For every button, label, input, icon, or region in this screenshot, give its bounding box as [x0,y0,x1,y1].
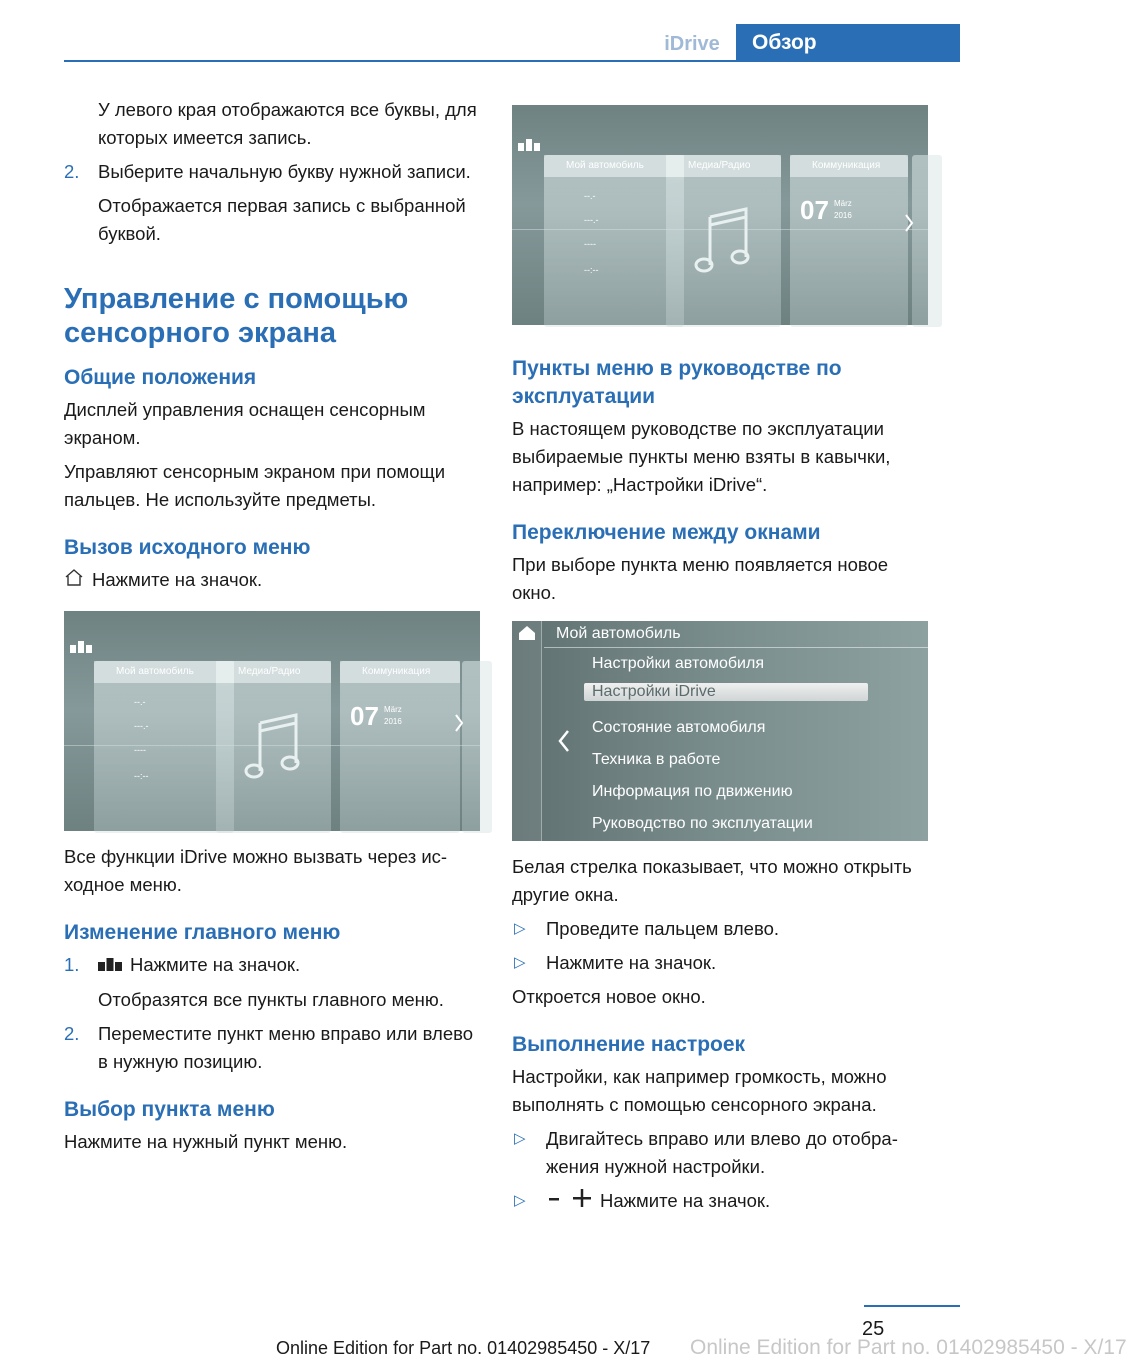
tile-row: ---.- [134,721,149,732]
music-note-icon [242,713,302,788]
date-month: März [834,199,852,208]
header-tab: Обзор [736,24,960,62]
settings-text: Настройки, как например громкость, можно выполнять с помощью сенсорного экрана. [512,1066,887,1115]
tile-row: ---- [134,745,146,756]
menu-rearrange-icon [518,139,540,158]
heading-call-menu: Вызов исходного меню [64,536,311,559]
bullet-tap-icon [512,949,928,977]
date-year: 2016 [384,717,402,727]
change-step-2 [64,1020,484,1076]
watermark: Online Edition for Part no. 01402985450 - X/17 [690,1336,1127,1359]
tile-row: --.- [584,191,596,201]
menu-rearrange-icon [70,641,92,660]
general-text-1: Дисплей управления оснащен сенсорным экраном. [64,399,426,448]
bullet-triangle-icon: ▷ [514,1192,526,1209]
main-menu-screenshot [64,611,480,831]
heading-general: Общие положения [64,366,257,389]
tile-title: Медиа/Радио [216,661,331,683]
tile-media [666,155,781,327]
screen-sidebar [512,621,542,841]
header-rule [64,60,960,62]
menu-item: Руководство по эксплуатации [592,815,813,832]
tile-communication [340,661,460,833]
minus-icon [546,1188,564,1216]
bullet-swipe [512,915,928,943]
bullet-text: Проведите пальцем влево. [546,918,780,939]
bullet-triangle-icon: ▷ [514,920,526,937]
page-number: 25 [862,1318,885,1340]
tile-row: ---- [584,239,596,249]
general-text-2: Управляют сенсорным экраном при помощи пальцев. Не используйте предметы. [64,461,446,510]
step-number: 1. [64,954,80,976]
header-section-label: iDrive [664,33,720,55]
tile-partial [462,661,492,833]
step-number: 2. [64,1023,80,1045]
bullet-text: Нажмите на значок. [600,1190,771,1211]
tile-row: --.- [134,697,146,708]
tile-row: ---.- [584,215,599,225]
tile-communication [790,155,908,327]
tile-partial [912,155,942,327]
bullet-text: Двигайтесь вправо или влево до отображения нужной настройки. [546,1128,898,1177]
tile-my-vehicle [544,155,684,327]
heading-touchscreen: Управление с помощью сенсорного экрана [64,283,409,349]
menu-item: Техника в работе [592,751,721,768]
menu-items-text: В настоящем руководстве по эксплуатации выбираемые пункты меню взяты в кавычки, например: „Настройки iDrive“. [512,418,891,495]
bullet-text: Нажмите на значок. [546,952,717,973]
tile-title: Мой автомобиль [544,155,684,177]
chevron-right-icon [904,213,914,238]
new-window-text: Откроется новое окно. [512,986,706,1007]
footer-edition: Online Edition for Part no. 01402985450 - X/17 [276,1338,651,1358]
submenu-screenshot [512,621,928,841]
menu-item-selected: Настройки iDrive [584,683,868,701]
menu-item: Настройки автомобиля [592,655,764,672]
step-2 [64,158,484,186]
tile-title: Мой автомобиль [94,661,234,683]
tile-my-vehicle [94,661,234,833]
home-icon [518,625,536,646]
bullet-move [512,1125,928,1181]
select-item-text: Нажмите на нужный пункт меню. [64,1131,348,1153]
bullet-triangle-icon: ▷ [514,1130,526,1147]
home-icon [64,567,84,595]
step-text: Переместите пункт меню вправо или влево в нужную позицию. [98,1023,474,1073]
switch-text: При выборе пункта меню появляется новое окно. [512,554,889,603]
date-day: 07 [800,195,829,225]
change-step-1 [64,951,484,980]
right-column [512,105,928,1222]
heading-settings: Выполнение настроек [512,1033,746,1056]
tile-row: --:-- [584,265,599,275]
date-month: März [384,705,402,715]
left-column [64,96,484,1162]
submenu-title: Мой автомобиль [556,625,681,642]
intro-text: У левого края отображаются все буквы, для которых имеется запись. [98,99,477,148]
heading-change-menu: Изменение главного меню [64,921,341,945]
tile-title: Коммуникация [790,155,908,177]
after-menu-text: Белая стрелка показывает, что можно открыть другие окна. [512,856,912,905]
title-separator [544,647,928,648]
plus-icon [572,1188,592,1216]
step-2-result: Отображается первая запись с выбранной буквой. [98,195,466,244]
tile-title: Коммуникация [340,661,460,683]
menu-item: Информация по движению [592,783,793,800]
heading-switch-windows: Переключение между окнами [512,521,821,544]
date-year: 2016 [834,211,852,220]
main-menu-screenshot-2 [512,105,928,325]
date-day: 07 [350,701,379,732]
step-text: Выберите начальную букву нужной записи. [98,161,471,182]
music-note-icon [692,207,752,282]
menu-rearrange-icon [98,952,122,980]
tile-title: Медиа/Радио [666,155,781,177]
tile-media [216,661,331,833]
change-step-1-result: Отобразятся все пункты главного меню. [98,989,444,1011]
footer-rule [864,1305,960,1307]
after-screen-text: Все функции iDrive можно вызвать через исходное меню. [64,846,448,896]
chevron-left-icon [558,729,570,758]
bullet-triangle-icon: ▷ [514,954,526,971]
tile-row: --:-- [134,771,149,782]
step-text: Нажмите на значок. [130,954,301,976]
call-menu-text: Нажмите на значок. [92,569,263,590]
bullet-plus-minus [512,1187,928,1216]
call-menu-line [64,566,484,595]
heading-select-item: Выбор пункта меню [64,1098,275,1122]
menu-item: Состояние автомобиля [592,719,766,736]
step-number: 2. [64,161,80,182]
chevron-right-icon [454,713,464,738]
heading-menu-items: Пункты меню в руководстве по эксплуатации [512,357,842,408]
